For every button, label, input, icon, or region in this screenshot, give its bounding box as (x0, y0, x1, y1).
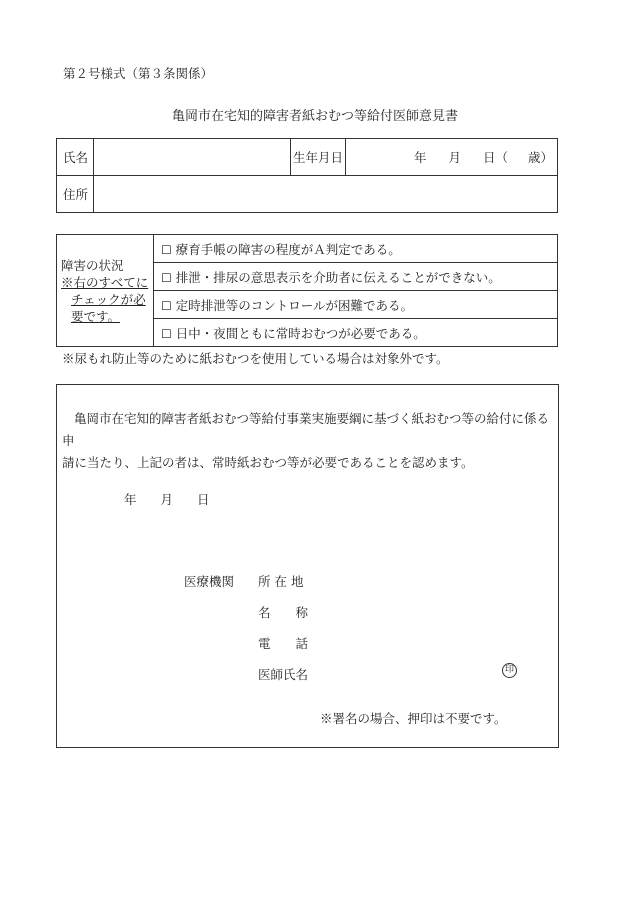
name-field[interactable] (94, 139, 291, 176)
disability-status-table (56, 234, 558, 347)
date-year-label: 年 (124, 492, 137, 507)
institution-phone-label: 電 話 (258, 636, 309, 651)
status-label-cell (57, 235, 154, 347)
age-unit-label: 歳） (528, 150, 554, 165)
signature-note: ※署名の場合、押印は不要です。 (320, 711, 507, 726)
page-title: 亀岡市在宅知的障害者紙おむつ等給付医師意見書 (171, 109, 458, 124)
exclusion-note: ※尿もれ防止等のために紙おむつを使用している場合は対象外です。 (62, 351, 449, 366)
checkbox-icon[interactable]: ☐ (161, 298, 172, 313)
seal-mark: 印 (502, 663, 517, 678)
address-field[interactable] (94, 176, 558, 213)
status-instruction-3: 要です。 (71, 308, 121, 324)
personal-info-table (56, 138, 558, 213)
status-instruction-1: ※右のすべてに (61, 274, 149, 290)
institution-name-label: 名 称 (258, 605, 309, 620)
checkbox-icon[interactable]: ☐ (161, 242, 172, 257)
status-item-text: 定時排泄等のコントロールが困難である。 (175, 297, 414, 313)
birth-day-label: 日（ (483, 150, 509, 165)
name-label: 氏名 (57, 139, 94, 176)
doctor-name-label: 医師氏名 (258, 667, 309, 682)
form-number: 第２号様式（第３条関係） (63, 66, 214, 81)
certificate-text (62, 408, 556, 474)
birth-month-label: 月 (448, 150, 462, 165)
certificate-line-2: 請に当たり、上記の者は、常時紙おむつ等が必要であることを認めます。 (62, 455, 474, 470)
institution-label: 医療機関 (184, 574, 235, 589)
status-item[interactable] (154, 291, 558, 319)
address-label: 住所 (57, 176, 94, 213)
birth-year-label: 年 (414, 150, 427, 165)
birth-label: 生年月日 (291, 139, 346, 176)
date-day-label: 日 (197, 492, 210, 507)
certificate-date[interactable] (124, 490, 210, 508)
status-item[interactable] (154, 235, 558, 263)
certificate-line-1: 亀岡市在宅知的障害者紙おむつ等給付事業実施要綱に基づく紙おむつ等の給付に係る申 (62, 411, 550, 448)
status-instruction-2: チェックが必 (71, 291, 146, 307)
status-label: 障害の状況 (61, 257, 124, 273)
status-item-text: 排泄・排尿の意思表示を介助者に伝えることができない。 (175, 269, 501, 285)
status-item[interactable] (154, 263, 558, 291)
date-month-label: 月 (160, 492, 174, 507)
institution-address-label: 所 在 地 (258, 574, 304, 589)
checkbox-icon[interactable]: ☐ (161, 326, 172, 341)
status-item-text: 日中・夜間ともに常時おむつが必要である。 (175, 325, 426, 341)
status-item[interactable] (154, 319, 558, 347)
birth-date-field[interactable] (346, 139, 558, 176)
checkbox-icon[interactable]: ☐ (161, 270, 172, 285)
status-item-text: 療育手帳の障害の程度がＡ判定である。 (175, 241, 401, 257)
